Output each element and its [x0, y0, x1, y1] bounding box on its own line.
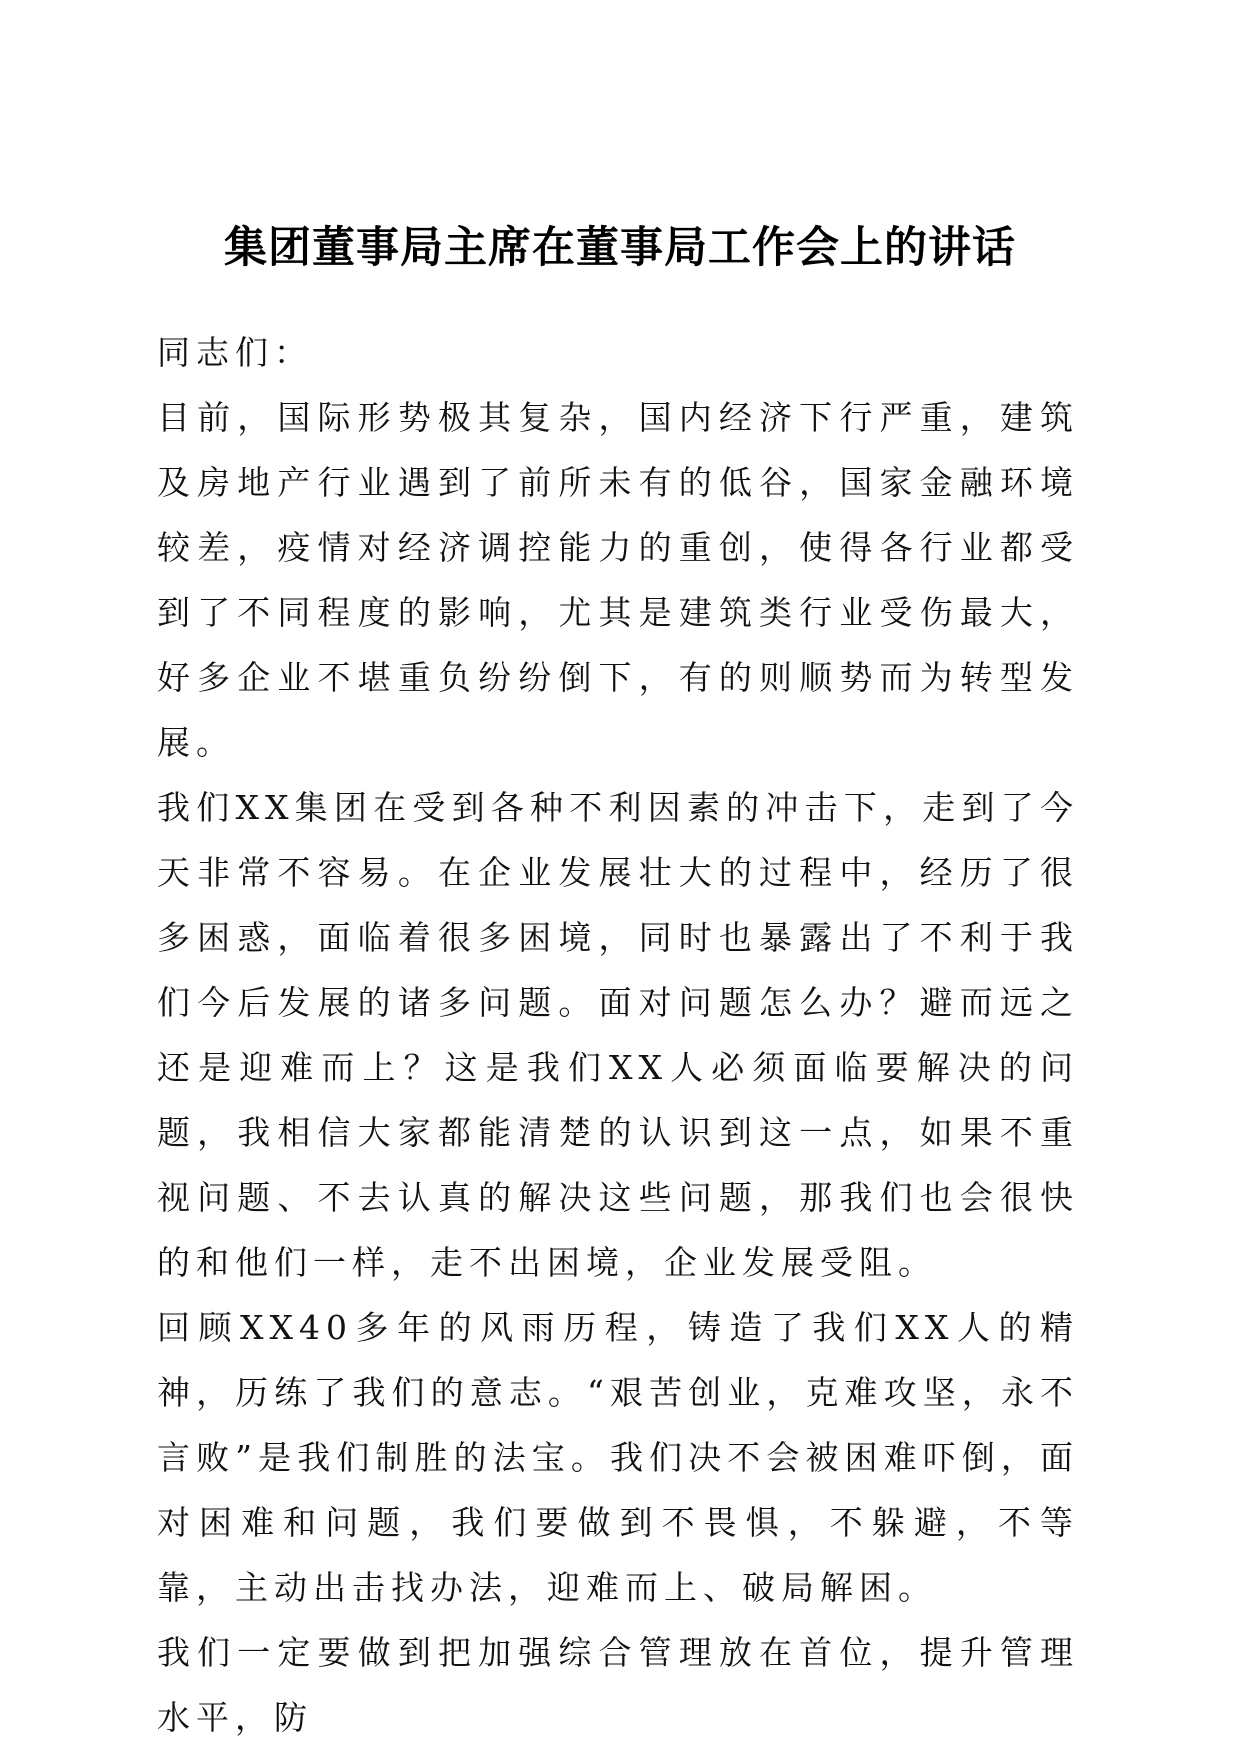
salutation: 同志们： [157, 333, 313, 372]
paragraph-1: 目前，国际形势极其复杂，国内经济下行严重，建筑及房地产行业遇到了前所未有的低谷，国家金融环境较差，疫情对经济调控能力的重创，使得各行业都受到了不同程度的影响，尤其是建筑类行业受伤最大，好多企业不堪重负纷纷倒下，有的则顺势而为转型发展。 [157, 398, 1079, 762]
paragraph-2: 我们XX集团在受到各种不利因素的冲击下，走到了今天非常不容易。在企业发展壮大的过程中，经历了很多困惑，面临着很多困境，同时也暴露出了不利于我们今后发展的诸多问题。面对问题怎么办？避而远之还是迎难而上？这是我们XX人必须面临要解决的问题，我相信大家都能清楚的认识到这一点，如果不重视问题、不去认真的解决这些问题，那我们也会很快的和他们一样，走不出困境，企业发展受阻。 [157, 788, 1079, 1282]
paragraph-3: 回顾XX40多年的风雨历程，铸造了我们XX人的精神，历练了我们的意志。“艰苦创业，克难攻坚，永不言败”是我们制胜的法宝。我们决不会被困难吓倒，面对困难和问题，我们要做到不畏惧，不躲避，不等靠，主动出击找办法，迎难而上、破局解困。 [157, 1308, 1079, 1607]
paragraph-4: 我们一定要做到把加强综合管理放在首位，提升管理水平，防 [157, 1633, 1079, 1737]
document-body [157, 320, 1079, 1750]
document-title: 集团董事局主席在董事局工作会上的讲话 [224, 223, 1016, 273]
